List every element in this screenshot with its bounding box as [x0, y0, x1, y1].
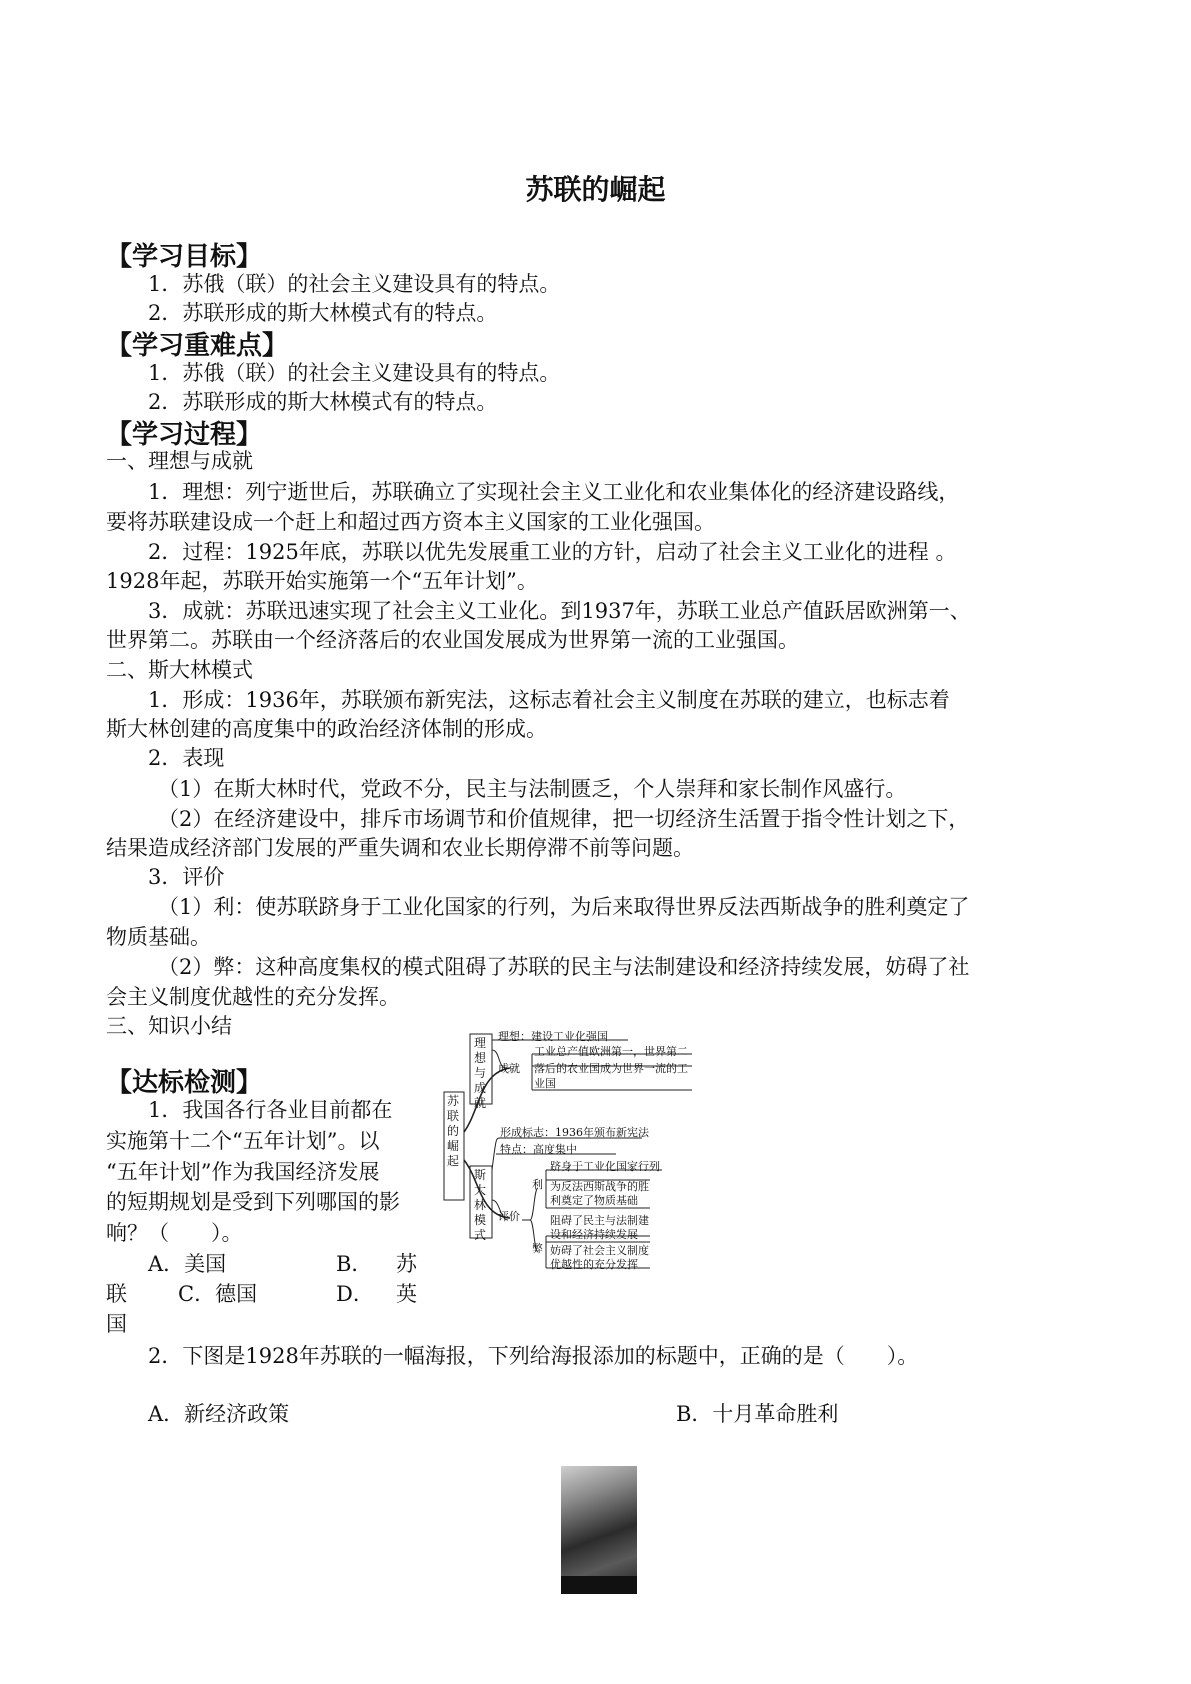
- objective-item: 1．苏俄（联）的社会主义建设具有的特点。: [148, 272, 561, 296]
- mindmap-node: 利奠定了物质基础: [550, 1194, 638, 1207]
- mindmap-node: 设和经济持续发展: [550, 1228, 638, 1241]
- paragraph-line: （2）弊：这种高度集权的模式阻碍了苏联的民主与法制建设和经济持续发展，妨碍了社: [158, 955, 970, 979]
- option-d-label: D．: [336, 1282, 374, 1306]
- section-test: 【达标检测】: [106, 1068, 263, 1098]
- option-b-text: 苏: [396, 1252, 417, 1276]
- paragraph-line: 2．表现: [148, 746, 225, 770]
- mindmap-node: 特点：高度集中: [500, 1143, 577, 1156]
- page-title: 苏联的崛起: [525, 173, 666, 206]
- section-objectives: 【学习目标】: [106, 242, 263, 272]
- key-point-item: 1．苏俄（联）的社会主义建设具有的特点。: [148, 361, 561, 385]
- objective-item: 2．苏联形成的斯大林模式有的特点。: [148, 301, 498, 325]
- paragraph-line: 斯大林创建的高度集中的政治经济体制的形成。: [106, 717, 547, 741]
- mindmap-node: 利: [532, 1178, 543, 1191]
- mindmap-node: 评价: [498, 1210, 520, 1223]
- section-key-points: 【学习重难点】: [106, 331, 289, 361]
- question-line: 响？（ ）。: [106, 1221, 243, 1245]
- paragraph-line: 结果造成经济部门发展的严重失调和农业长期停滞不前等问题。: [106, 836, 694, 860]
- mindmap-node: 跻身于工业化国家行列: [550, 1160, 660, 1173]
- question-line: “五年计划”作为我国经济发展: [106, 1160, 380, 1184]
- paragraph-line: 3．成就：苏联迅速实现了社会主义工业化。到1937年，苏联工业总产值跃居欧洲第一、: [148, 599, 971, 623]
- paragraph-line: 世界第二。苏联由一个经济落后的农业国发展成为世界第一流的工业强国。: [106, 628, 799, 652]
- part-heading: 三、知识小结: [106, 1014, 232, 1038]
- question-line: 实施第十二个“五年计划”。以: [106, 1129, 380, 1153]
- mindmap-node: 落后的农业国成为世界一流的工: [534, 1062, 688, 1075]
- option-b-label: B．: [336, 1252, 373, 1276]
- option-d-text: 英: [396, 1282, 417, 1306]
- option-b-text: 联: [106, 1282, 127, 1306]
- paragraph-line: 1．理想：列宁逝世后，苏联确立了实现社会主义工业化和农业集体化的经济建设路线，: [148, 480, 960, 504]
- mindmap-node: 业国: [534, 1077, 556, 1090]
- mindmap-branch-label: 斯大林模式: [473, 1168, 486, 1242]
- mindmap-node: 为反法西斯战争的胜: [550, 1180, 649, 1193]
- option-c: C．德国: [178, 1282, 258, 1306]
- mindmap-node: 弊: [532, 1242, 543, 1255]
- part-heading: 二、斯大林模式: [106, 658, 253, 682]
- paragraph-line: 3．评价: [148, 865, 225, 889]
- paragraph-line: 物质基础。: [106, 925, 211, 949]
- option-a: A．新经济政策: [148, 1402, 290, 1426]
- section-process: 【学习过程】: [106, 420, 263, 450]
- paragraph-line: （1）利：使苏联跻身于工业化国家的行列，为后来取得世界反法西斯战争的胜利奠定了: [158, 895, 970, 919]
- mindmap-connector: [464, 1068, 510, 1132]
- paragraph-line: 2．过程：1925年底，苏联以优先发展重工业的方针，启动了社会主义工业化的进程 。: [148, 540, 957, 564]
- mindmap-node: 优越性的充分发挥: [550, 1258, 638, 1271]
- paragraph-line: （2）在经济建设中，排斥市场调节和价值规律，把一切经济生活置于指令性计划之下，: [158, 807, 970, 831]
- option-b: B．十月革命胜利: [676, 1402, 839, 1426]
- mindmap-root: 苏联的崛起: [446, 1094, 459, 1168]
- mindmap-node: 工业总产值欧洲第一，世界第二: [534, 1045, 688, 1058]
- soviet-poster-image: [561, 1466, 637, 1594]
- mindmap-node: 理想：建设工业化强国: [498, 1030, 608, 1043]
- paragraph-line: 会主义制度优越性的充分发挥。: [106, 985, 400, 1009]
- paragraph-line: （1）在斯大林时代，党政不分，民主与法制匮乏，个人崇拜和家长制作风盛行。: [158, 777, 907, 801]
- key-point-item: 2．苏联形成的斯大林模式有的特点。: [148, 390, 498, 414]
- paragraph-line: 1928年起，苏联开始实施第一个“五年计划”。: [106, 569, 538, 593]
- mindmap-node: 成就: [498, 1062, 520, 1075]
- paragraph-line: 1．形成：1936年，苏联颁布新宪法，这标志着社会主义制度在苏联的建立，也标志着: [148, 688, 950, 712]
- mindmap-node: 阻碍了民主与法制建: [550, 1214, 649, 1227]
- paragraph-line: 要将苏联建设成一个赶上和超过西方资本主义国家的工业化强国。: [106, 510, 715, 534]
- option-a: A．美国: [148, 1252, 227, 1276]
- question-line: 的短期规划是受到下列哪国的影: [106, 1190, 400, 1214]
- part-heading: 一、理想与成就: [106, 449, 253, 473]
- option-d-text: 国: [106, 1312, 127, 1336]
- question-line: 1．我国各行各业目前都在: [148, 1098, 393, 1122]
- mindmap-branch-label: 理想与成就: [473, 1036, 486, 1110]
- question-line: 2．下图是1928年苏联的一幅海报，下列给海报添加的标题中，正确的是（ ）。: [148, 1344, 919, 1368]
- mindmap-node: 形成标志：1936年颁布新宪法: [500, 1126, 649, 1139]
- mindmap-node: 妨碍了社会主义制度: [550, 1244, 649, 1257]
